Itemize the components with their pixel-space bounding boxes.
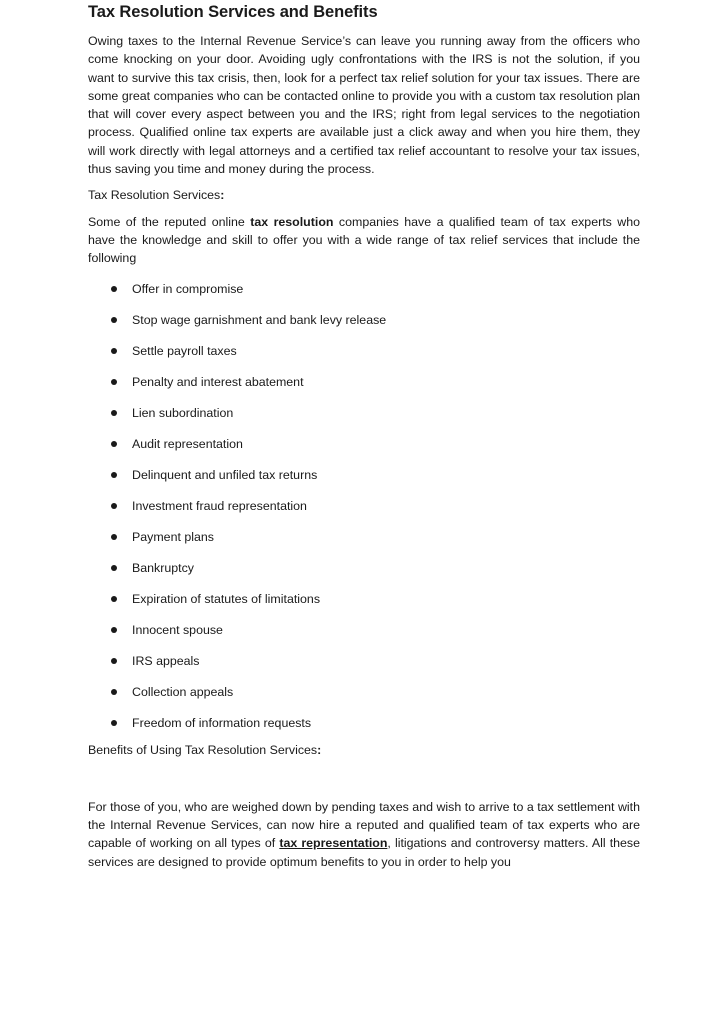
bullet-icon [111,410,117,416]
list-item [88,528,640,559]
list-item [88,497,640,528]
services-list [88,280,640,745]
bullet-icon [111,689,117,695]
list-item [88,373,640,404]
list-item [88,342,640,373]
list-item-text: Penalty and interest abatement [132,374,304,389]
services-heading [88,186,640,204]
bullet-icon [111,534,117,540]
list-item-text: Expiration of statutes of limitations [132,591,321,606]
list-item-text: Offer in compromise [132,281,244,296]
list-item [88,404,640,435]
list-item-text: Freedom of information requests [132,715,312,730]
bullet-icon [111,317,117,323]
tax-resolution-keyword: tax resolution [250,214,334,229]
list-item [88,466,640,497]
list-item [88,714,640,745]
list-item [88,590,640,621]
intro-paragraph: Owing taxes to the Internal Revenue Service’s can leave you running away from the officers who come knocking on your door. Avoiding ugly confrontations with the IRS is not the solution, if you want to survive this tax crisis, then, look for a perfect tax relief solution for your tax issues. There are some great companies who can be contacted online to provide you with a custom tax resolution plan that will cover every aspect between you and the IRS; right from legal services to the negotiation process. Qualified online tax experts are available just a click away and when you hire them, they will work directly with legal attorneys and a certified tax relief accountant to resolve your tax issues, thus saving you time and money during the process. [88,34,640,177]
list-item [88,621,640,652]
list-item [88,559,640,590]
closing-paragraph [88,798,640,871]
bullet-icon [111,441,117,447]
bullet-icon [111,472,117,478]
list-item-text: Investment fraud representation [132,498,307,513]
services-intro-after: companies have a qualified team of tax experts who have the knowledge and skill to offer you with a wide range of tax relief services that include the following [88,214,641,266]
list-item [88,280,640,311]
benefits-heading-text: Benefits of Using Tax Resolution Services [88,742,318,757]
document-title: Tax Resolution Services and Benefits [88,3,378,21]
closing-after: , litigations and controversy matters. All these services are designed to provide optimum benefits to you in order to help you [88,836,641,869]
bullet-icon [111,379,117,385]
bullet-icon [111,503,117,509]
list-item-text: Settle payroll taxes [132,343,237,358]
bullet-icon [111,565,117,571]
services-intro-paragraph [88,213,640,268]
list-item [88,683,640,714]
bullet-icon [111,348,117,354]
list-item-text: Audit representation [132,436,243,451]
list-item-text: Lien subordination [132,405,234,420]
list-item-text: Collection appeals [132,684,234,699]
closing-before: For those of you, who are weighed down by pending taxes and wish to arrive to a tax settlement with the Internal Revenue Services, can now hire a reputed and qualified team of tax experts who are capable of working on all types of [88,799,640,851]
services-heading-colon: : [220,188,225,203]
list-item [88,652,640,683]
services-intro-before: Some of the reputed online [88,214,251,229]
list-item-text: Innocent spouse [132,622,223,637]
benefits-heading-colon: : [317,742,322,757]
list-item-text: Stop wage garnishment and bank levy release [132,312,387,327]
bullet-icon [111,720,117,726]
bullet-icon [111,596,117,602]
list-item [88,311,640,342]
list-item-text: Delinquent and unfiled tax returns [132,467,318,482]
list-item-text: Payment plans [132,529,214,544]
list-item [88,435,640,466]
bullet-icon [111,627,117,633]
bullet-icon [111,286,117,292]
list-item-text: Bankruptcy [132,560,194,575]
tax-representation-link[interactable]: tax representation [279,836,388,851]
list-item-text: IRS appeals [132,653,200,668]
bullet-icon [111,658,117,664]
document-page [88,0,640,871]
services-heading-text: Tax Resolution Services [88,188,221,203]
